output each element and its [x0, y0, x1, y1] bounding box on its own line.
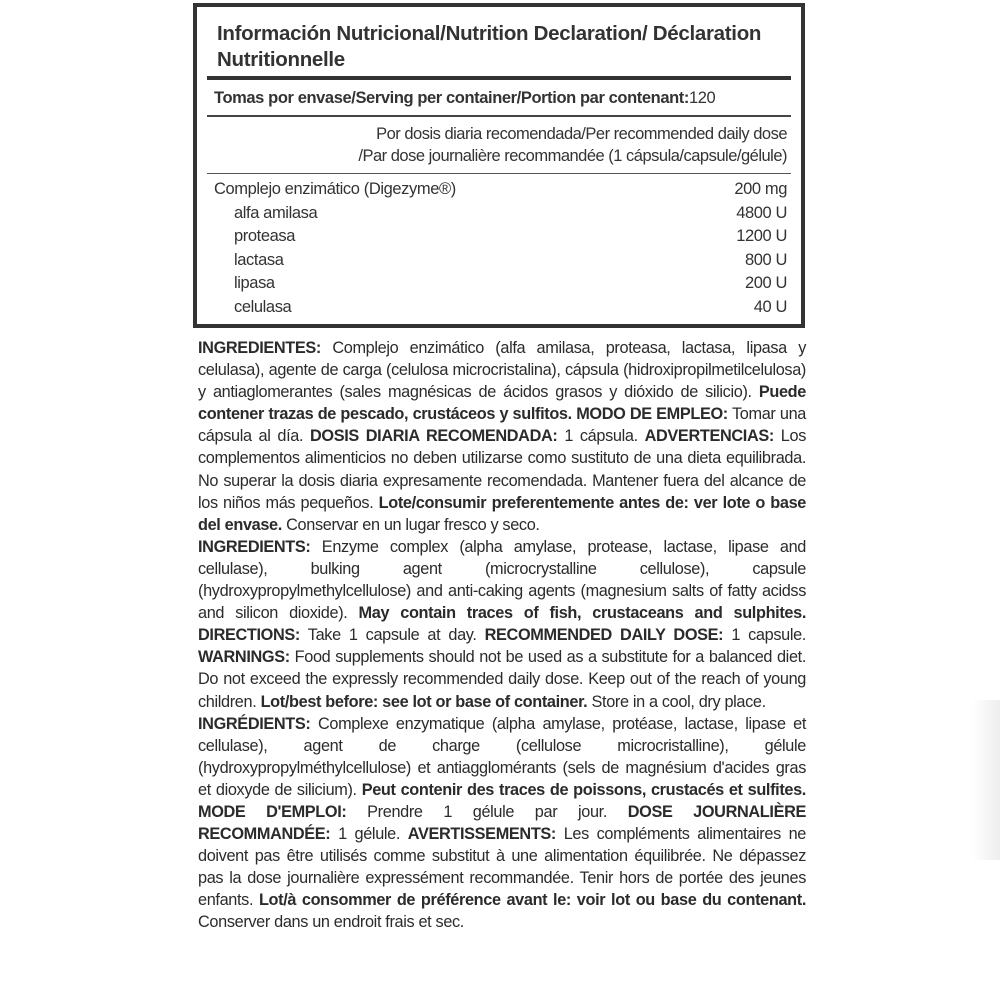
- ingredients-label: INGREDIENTS:: [198, 537, 311, 556]
- storage-text: Conservar en un lugar fresco y seco.: [281, 515, 540, 534]
- lot-info: Lot/best before: see lot or base of container.: [260, 692, 588, 711]
- ingredients-text: Complejo enzimático (alfa amilasa, proteasa, lactasa, lipasa y celulasa), agente de carga (celulosa microcristalina), cápsula (hidroxipropilmetilcelulosa) y antiaglomerantes (sales magnésicas de ácidos grasos y dióxido de silicio).: [198, 339, 806, 402]
- dose-text: 1 gélule.: [330, 825, 408, 844]
- dose-text: 1 capsule.: [723, 626, 806, 645]
- ingredients-label: INGREDIENTES:: [198, 339, 321, 357]
- dose-header-line-1: Por dosis diaria recomendada/Per recommended daily dose: [376, 125, 787, 143]
- warnings-text: Food supplements should not be used as a substitute for a balanced diet. Do not exceed the expressly recommended daily dose. Keep out of the reach of young children.: [198, 648, 806, 711]
- warnings-label: AVERTISSEMENTS:: [407, 825, 556, 844]
- allergen-warning: Puede contener trazas de pescado, crustáceos y sulfitos.: [198, 383, 806, 424]
- nutrient-value: 1200 U: [736, 227, 787, 245]
- ingredients-text: Enzyme complex (alpha amylase, protease, lactase, lipase and cellulase), bulking agent (microcrystalline cellulose), capsule (hydroxypropylmethylcellulose) and anti-caking agents (magnesium salts of fatty acidss and silicon dioxide).: [198, 537, 806, 623]
- lot-info: Lote/consumir preferentemente antes de: ver lote o base del envase.: [198, 493, 806, 534]
- warnings-text: Los complementos alimenticios no deben utilizarse como sustituto de una dieta equilibrada. No superar la dosis diaria expresamente recomendada. Mantener fuera del alcance de los niños más pequeños.: [198, 427, 806, 512]
- nutrient-name: alfa amilasa: [234, 203, 318, 222]
- warnings-label: WARNINGS:: [198, 648, 290, 667]
- nutrient-name: lactasa: [234, 250, 284, 269]
- nutrient-value: 40 U: [753, 297, 787, 316]
- paragraph-french: [198, 713, 806, 934]
- nutrient-row: [214, 225, 787, 249]
- nutrient-rows: [214, 178, 787, 319]
- nutrient-row: [214, 202, 787, 226]
- dose-label: DOSIS DIARIA RECOMENDADA:: [309, 427, 558, 446]
- storage-text: Store in a cool, dry place.: [587, 692, 766, 711]
- paragraph-spanish: [198, 337, 806, 536]
- nutrient-row: [214, 249, 787, 273]
- ingredients-text: Complexe enzymatique (alpha amylase, protéase, lactase, lipase et cellulase), agent de charge (cellulose microcristalline), gélule (hydroxypropylméthylcellulose) et antiagglomérants (sels de magnésium d'acides gras et dioxyde de silicium).: [198, 714, 806, 799]
- nutrient-name: Complejo enzimático (Digezyme®): [214, 180, 456, 198]
- divider: [207, 115, 791, 117]
- paragraph-english: [198, 536, 806, 713]
- ingredients-label: INGRÉDIENTS:: [198, 714, 311, 733]
- usage-label: MODE D'EMPLOI:: [198, 802, 347, 821]
- usage-text: Tomar una cápsula al día.: [198, 405, 806, 446]
- dose-header: [267, 123, 787, 167]
- nutrient-name: lipasa: [234, 274, 275, 292]
- dose-label: DOSE JOURNALIÈRE RECOMMANDÉE:: [198, 802, 807, 844]
- allergen-warning: Peut contenir des traces de poissons, crustacés et sulfites.: [361, 780, 806, 799]
- thin-divider: [207, 173, 791, 174]
- warnings-text: Les compléments alimentaires ne doivent pas être utilisés comme substitut à une alimentation équilibrée. Ne dépassez pas la dose journalière expressément recommandée. Tenir hors de portée des jeunes enfants.: [198, 825, 806, 910]
- warnings-label: ADVERTENCIAS:: [644, 427, 774, 446]
- edge-shadow: [972, 700, 1000, 860]
- dose-header-line-2: /Par dose journalière recommandée (1 cápsula/capsule/gélule): [358, 147, 787, 165]
- usage-label: DIRECTIONS:: [198, 626, 300, 645]
- nutrient-name: proteasa: [234, 227, 296, 245]
- nutrient-name: celulasa: [234, 297, 292, 316]
- usage-text: Prendre 1 gélule par jour.: [346, 802, 628, 821]
- servings-label: Tomas por envase/Serving per container/Portion par contenant:: [214, 89, 689, 107]
- nutrition-facts-panel: [193, 3, 805, 328]
- storage-text: Conserver dans un endroit frais et sec.: [198, 913, 464, 932]
- nutrient-value: 200 mg: [734, 180, 787, 198]
- dose-label: RECOMMENDED DAILY DOSE:: [484, 626, 724, 645]
- nutrient-row: [214, 296, 787, 320]
- usage-text: Take 1 capsule at day.: [299, 626, 485, 645]
- dose-text: 1 cápsula.: [557, 427, 645, 446]
- nutrient-value: 800 U: [744, 250, 787, 269]
- nutrient-value: 4800 U: [736, 203, 787, 222]
- servings-per-container: [214, 87, 791, 109]
- allergen-warning: May contain traces of fish, crustaceans and sulphites.: [358, 604, 806, 623]
- thick-divider: [207, 76, 791, 80]
- lot-info: Lot/à consommer de préférence avant le: voir lot ou base du contenant.: [258, 891, 806, 910]
- nutrient-value: 200 U: [744, 274, 787, 292]
- usage-label: MODO DE EMPLEO:: [571, 405, 728, 424]
- panel-title: Información Nutricional/Nutrition Declaration/ Déclaration Nutritionnelle: [217, 22, 762, 71]
- label-text: [198, 337, 806, 934]
- nutrient-row: [214, 178, 787, 202]
- servings-value: 120: [688, 89, 716, 107]
- nutrient-row: [214, 272, 787, 296]
